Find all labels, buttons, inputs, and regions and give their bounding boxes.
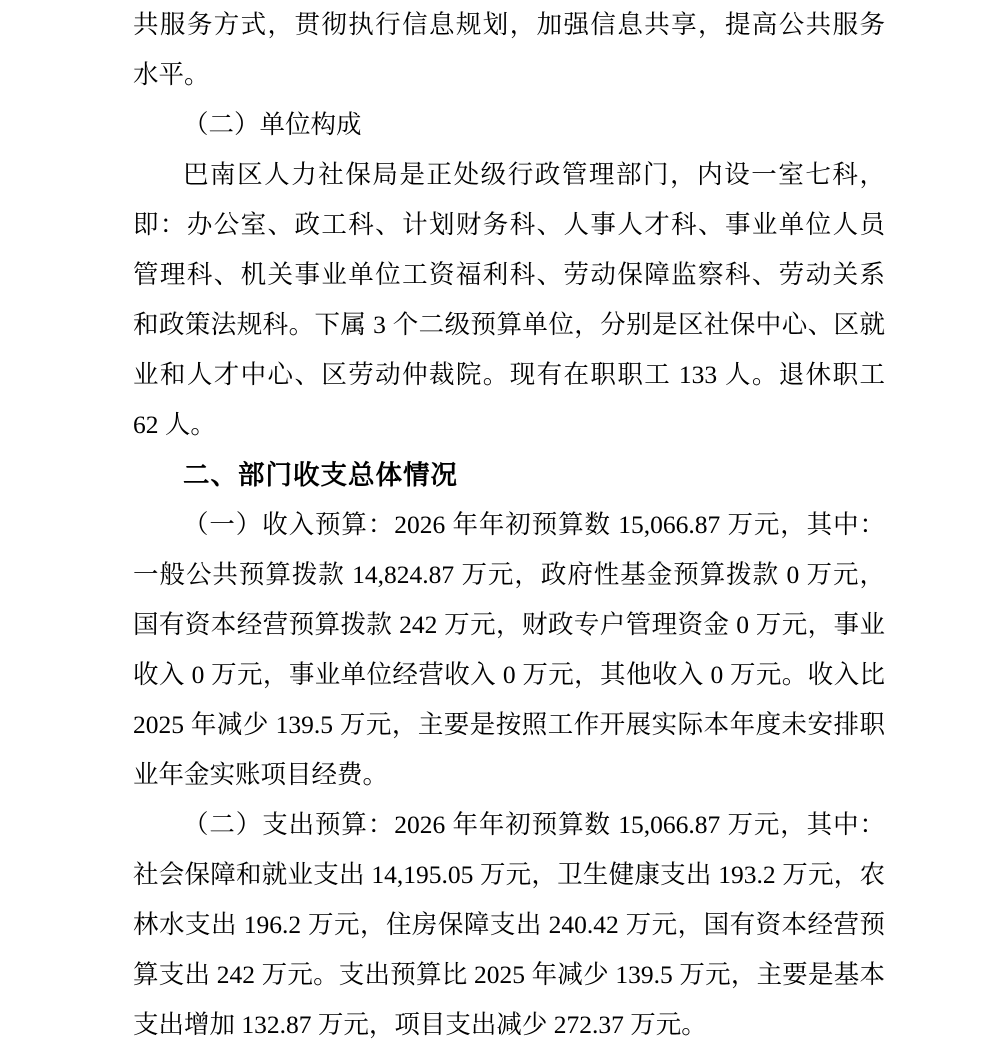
document-line: 2025 年减少 139.5 万元，主要是按照工作开展实际本年度未安排职 bbox=[133, 710, 885, 739]
document-line: 支出增加 132.87 万元，项目支出减少 272.37 万元。 bbox=[133, 1010, 707, 1039]
document-line: 国有资本经营预算拨款 242 万元，财政专户管理资金 0 万元，事业 bbox=[133, 610, 885, 639]
document-line: 收入 0 万元，事业单位经营收入 0 万元，其他收入 0 万元。收入比 bbox=[133, 660, 885, 689]
document-line: 一般公共预算拨款 14,824.87 万元，政府性基金预算拨款 0 万元， bbox=[133, 560, 885, 589]
document-line: 巴南区人力社保局是正处级行政管理部门，内设一室七科， bbox=[183, 160, 885, 189]
document-line: 林水支出 196.2 万元，住房保障支出 240.42 万元，国有资本经营预 bbox=[133, 910, 885, 939]
document-line: 水平。 bbox=[133, 60, 210, 89]
document-line: 业和人才中心、区劳动仲裁院。现有在职职工 133 人。退休职工 bbox=[133, 360, 885, 389]
document-line: 管理科、机关事业单位工资福利科、劳动保障监察科、劳动关系 bbox=[133, 260, 885, 289]
document-text-block bbox=[133, 0, 885, 1043]
document-line: 业年金实账项目经费。 bbox=[133, 760, 389, 789]
document-line-expenditure-budget-start: （二）支出预算：2026 年年初预算数 15,066.87 万元，其中： bbox=[183, 810, 885, 839]
document-line: 算支出 242 万元。支出预算比 2025 年减少 139.5 万元，主要是基本 bbox=[133, 960, 885, 989]
section-heading-budget-overview: 二、部门收支总体情况 bbox=[183, 460, 458, 490]
document-line: 和政策法规科。下属 3 个二级预算单位，分别是区社保中心、区就 bbox=[133, 310, 885, 339]
document-line: 共服务方式，贯彻执行信息规划，加强信息共享，提高公共服务 bbox=[133, 10, 885, 39]
subsection-heading-unit-composition: （二）单位构成 bbox=[183, 110, 362, 139]
document-line: 即：办公室、政工科、计划财务科、人事人才科、事业单位人员 bbox=[133, 210, 885, 239]
document-line: 社会保障和就业支出 14,195.05 万元，卫生健康支出 193.2 万元，农 bbox=[133, 860, 885, 889]
document-line: 62 人。 bbox=[133, 410, 216, 439]
document-line-revenue-budget-start: （一）收入预算：2026 年年初预算数 15,066.87 万元，其中： bbox=[183, 510, 885, 539]
